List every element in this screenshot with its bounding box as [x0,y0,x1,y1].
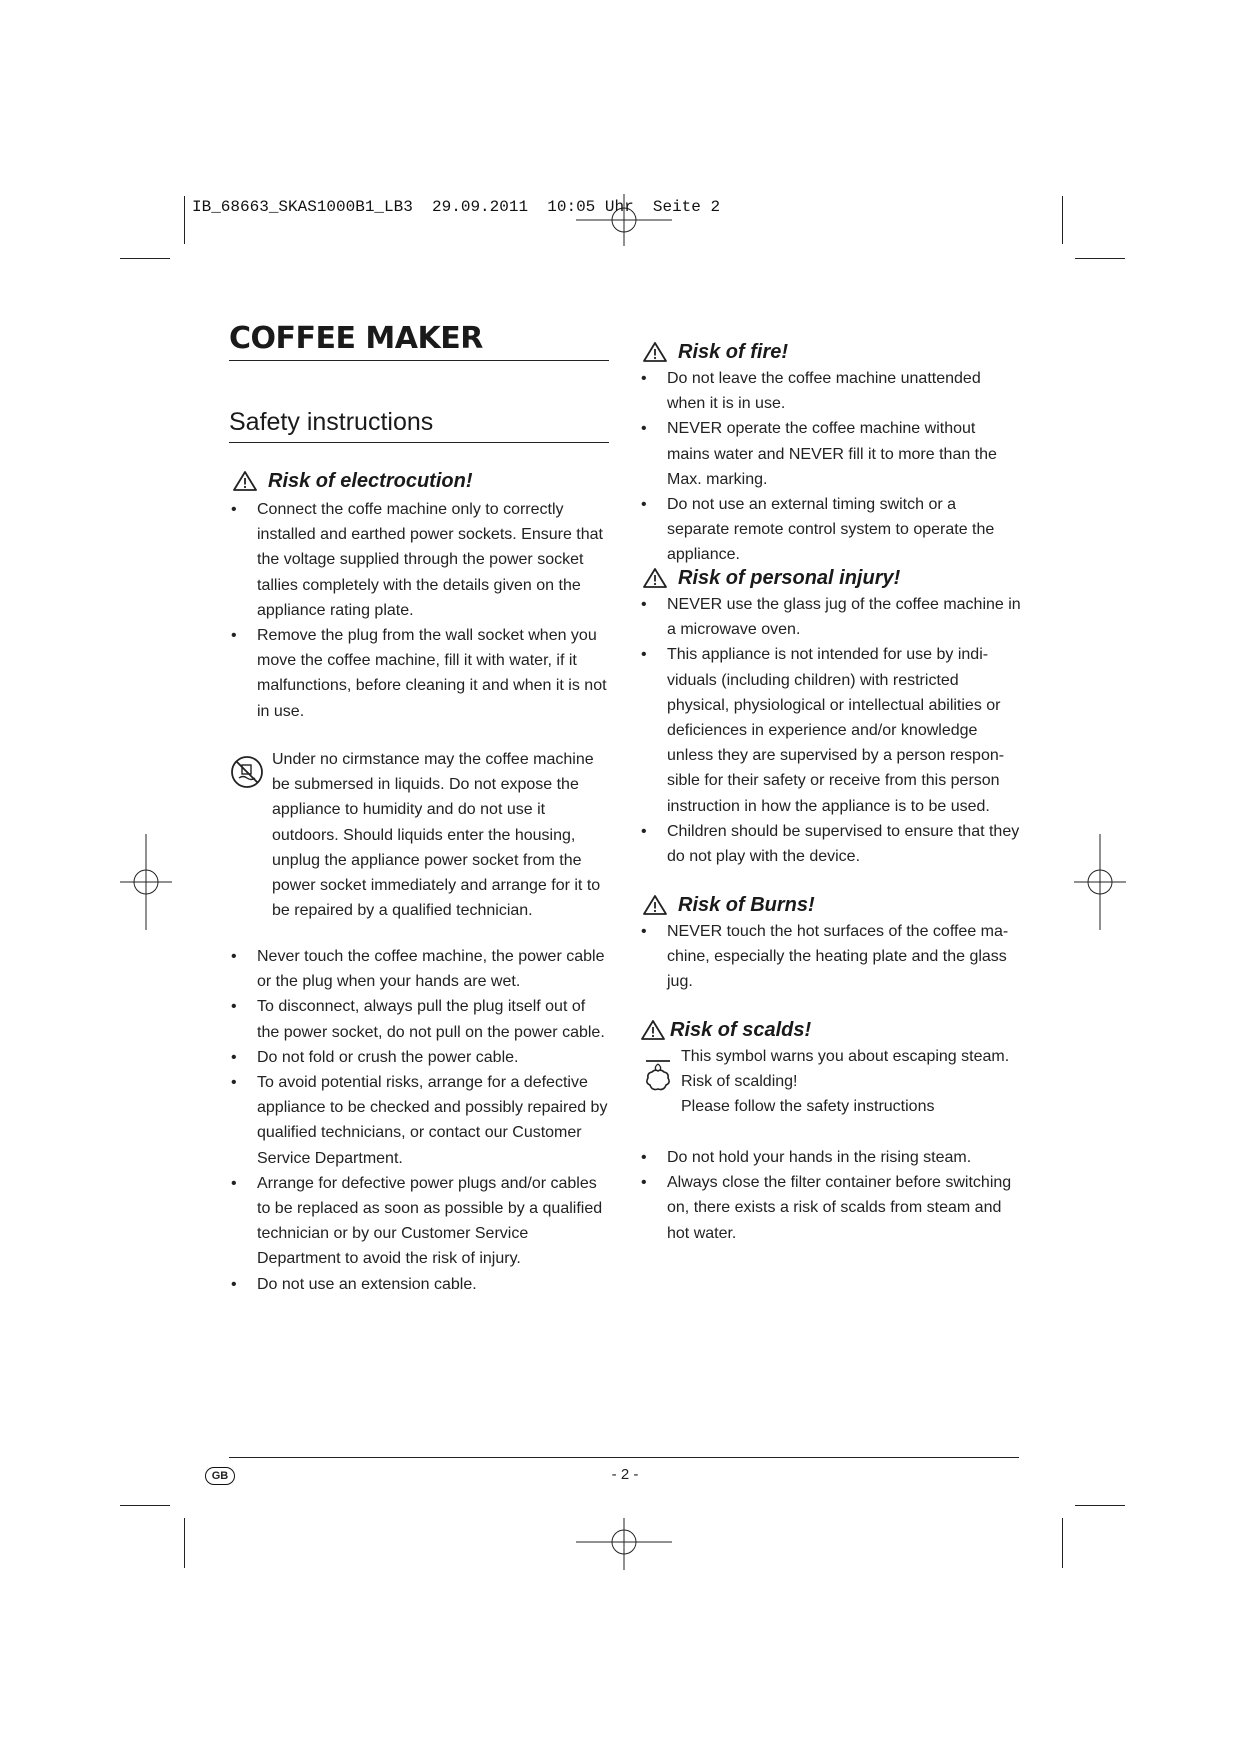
list-item: • Remove the plug from the wall socket when you move the coffee machine, fill it with water, if it malfunctions, before cleaning it and when it is not in use. [229,623,611,724]
scalds-heading-text: Risk of scalds! [670,1019,812,1041]
list-item: • Children should be supervised to ensure that they do not play with the device. [639,819,1021,869]
country-badge: GB [205,1467,235,1485]
fire-heading [642,339,788,365]
fire-list [639,366,1021,568]
steam-note-line: This symbol warns you about escaping steam. [681,1048,1010,1065]
steam-note-line: Risk of scalding! [681,1073,798,1091]
burns-list [639,919,1021,995]
list-item: • Do not fold or crush the power cable. [229,1045,611,1070]
list-item: • Arrange for defective power plugs and/or cables to be replaced as soon as possible by a qualified technician or by our Customer Service Department to avoid the risk of injury. [229,1171,611,1272]
warning-icon [232,470,258,492]
list-item: • NEVER use the glass jug of the coffee machine in a microwave oven. [639,592,1021,642]
warning-icon [640,1019,666,1041]
list-item: • Never touch the coffee machine, the power cable or the plug when your hands are wet. [229,944,611,994]
print-slug: IB_68663_SKAS1000B1_LB3 29.09.2011 10:05 Uhr Seite 2 [192,198,721,216]
warning-icon [642,567,668,589]
submerse-note: Under no cirmstance may the coffee machine be submersed in liquids. Do not expose the appliance to humidity and do not use it outdoors. Should liquids enter the housing, unplug the appliance power socket from the power socket immediately and arrange for it to be repaired by a qualified technician. [272,751,601,920]
injury-heading-text: Risk of personal injury! [678,567,901,589]
electrocution-list [229,497,611,724]
list-item: • Connect the coffe machine only to correctly installed and earthed power sockets. Ensure that the voltage supplied through the power socket tallies completely with the details given on the appliance rating plate. [229,497,611,623]
warning-icon [642,341,668,363]
warning-icon [642,894,668,916]
steam-note-line: Please follow the safety instructions [681,1098,935,1116]
section-title: Safety instructions [229,406,609,443]
registration-mark-bottom [572,1516,676,1572]
list-item: • Always close the filter container before switching on, there exists a risk of scalds from steam and hot water. [639,1170,1021,1246]
list-item: • To disconnect, always pull the plug itself out of the power socket, do not pull on the power cable. [229,994,611,1044]
electrocution-heading [232,468,472,494]
electrical-safety-list [229,944,611,1297]
page-title: COFFEE MAKER [229,320,609,361]
burns-heading [642,892,815,918]
list-item: • Do not use an external timing switch or a separate remote control system to operate the appliance. [639,492,1021,568]
steam-note [681,1044,1026,1120]
injury-list [639,592,1021,869]
list-item: • This appliance is not intended for use by indi-viduals (including children) with restricted physical, physiological or intellectual abilities or deficiences in experience and/or knowledge unless they are supervised by a person respon-sible for their safety or receive from this person instruction in how the appliance is to be used. [639,642,1021,818]
registration-mark-left [118,832,174,932]
registration-mark-right [1072,832,1128,932]
list-item: • Do not use an extension cable. [229,1272,611,1297]
list-item: • Do not leave the coffee machine unattended when it is in use. [639,366,1021,416]
footer-divider [229,1457,1019,1458]
burns-heading-text: Risk of Burns! [678,894,815,916]
no-submerge-icon [230,755,264,789]
list-item: • Do not hold your hands in the rising steam. [639,1145,1021,1170]
page-number: - 2 - [611,1466,639,1483]
injury-heading [642,565,900,591]
list-item: • NEVER touch the hot surfaces of the coffee ma-chine, especially the heating plate and the glass jug. [639,919,1021,995]
electrocution-heading-text: Risk of electrocution! [268,470,473,492]
steam-icon [643,1058,673,1094]
list-item: • To avoid potential risks, arrange for a defective appliance to be checked and possibly repaired by qualified technicians, or contact our Customer Service Department. [229,1070,611,1171]
scalds-list [639,1145,1021,1246]
list-item: • NEVER operate the coffee machine without mains water and NEVER fill it to more than the Max. marking. [639,416,1021,492]
fire-heading-text: Risk of fire! [678,341,789,363]
scalds-heading [640,1017,811,1043]
